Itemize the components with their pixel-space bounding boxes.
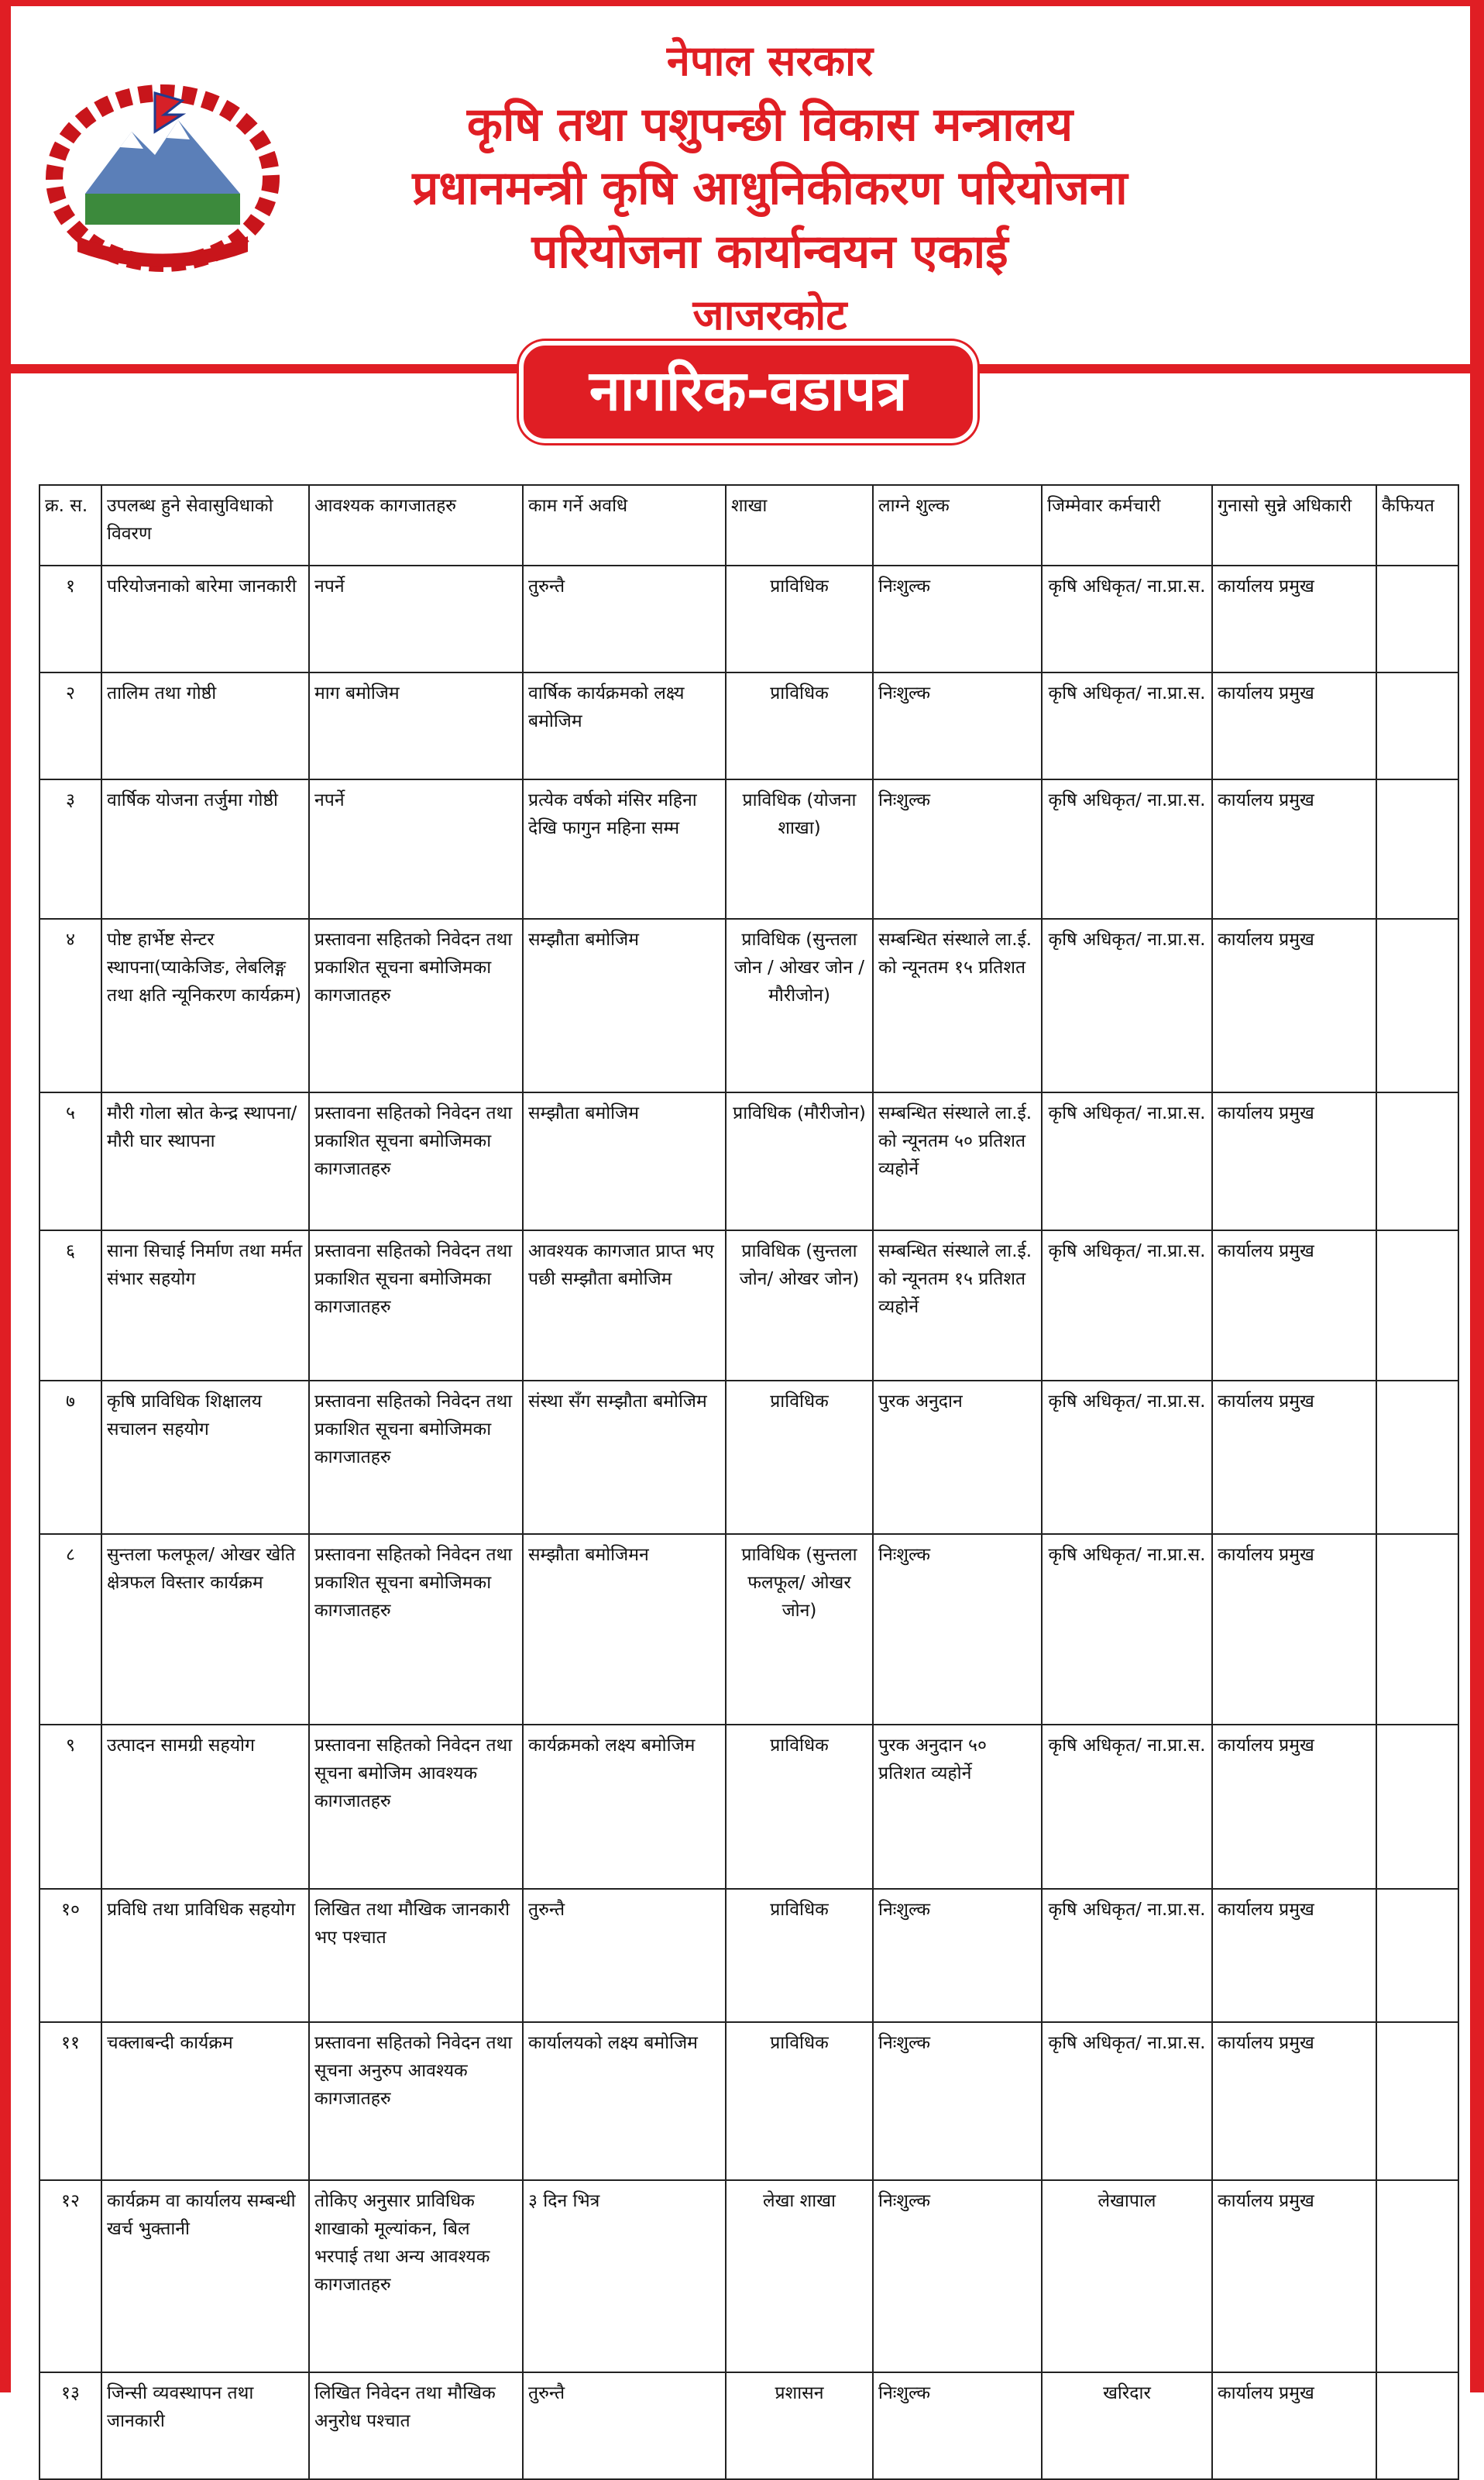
grievance-officer-cell: कार्यालय प्रमुख [1212, 1889, 1376, 2022]
section-cell: प्रशासन [726, 2372, 873, 2479]
grievance-officer-cell: कार्यालय प्रमुख [1212, 1534, 1376, 1725]
fee-cell: निःशुल्क [873, 566, 1042, 672]
header-duration: काम गर्ने अवधि [523, 485, 726, 566]
duration-cell: कार्यक्रमको लक्ष्य बमोजिम [523, 1725, 726, 1889]
table-row [40, 1889, 1458, 2022]
citizen-charter-table-wrapper [39, 484, 1458, 2480]
responsible-staff-cell: कृषि अधिकृत/ ना.प्रा.स. [1042, 1725, 1212, 1889]
section-cell: प्राविधिक (सुन्तला जोन / ओखर जोन / मौरीजोन) [726, 919, 873, 1092]
remarks-cell [1376, 2180, 1458, 2372]
remarks-cell [1376, 1725, 1458, 1889]
documents-cell: प्रस्तावना सहितको निवेदन तथा प्रकाशित सूचना बमोजिमका कागजातहरु [309, 1381, 523, 1534]
table-row [40, 919, 1458, 1092]
section-cell: प्राविधिक [726, 2022, 873, 2180]
citizen-charter-table [39, 484, 1459, 2480]
table-row [40, 2180, 1458, 2372]
remarks-cell [1376, 1230, 1458, 1381]
grievance-officer-cell: कार्यालय प्रमुख [1212, 1381, 1376, 1534]
documents-cell: प्रस्तावना सहितको निवेदन तथा प्रकाशित सूचना बमोजिमका कागजातहरु [309, 1534, 523, 1725]
responsible-staff-cell: कृषि अधिकृत/ ना.प्रा.स. [1042, 779, 1212, 919]
responsible-staff-cell: कृषि अधिकृत/ ना.प्रा.स. [1042, 1230, 1212, 1381]
fee-cell: सम्बन्धित संस्थाले ला.ई. को न्यूनतम ५० प्रतिशत व्यहोर्ने [873, 1092, 1042, 1230]
fee-cell: सम्बन्धित संस्थाले ला.ई. को न्यूनतम १५ प्रतिशत व्यहोर्ने [873, 1230, 1042, 1381]
fee-cell: निःशुल्क [873, 2372, 1042, 2479]
remarks-cell [1376, 2372, 1458, 2479]
serial-cell: १३ [40, 2372, 101, 2479]
duration-cell: सम्झौता बमोजिमन [523, 1534, 726, 1725]
header-service: उपलब्ध हुने सेवासुविधाको विवरण [101, 485, 309, 566]
header [11, 6, 1470, 378]
fee-cell: निःशुल्क [873, 2022, 1042, 2180]
section-cell: प्राविधिक [726, 672, 873, 779]
documents-cell: माग बमोजिम [309, 672, 523, 779]
ministry-name: कृषि तथा पशुपन्छी विकास मन्त्रालय [466, 98, 1073, 152]
table-row [40, 2022, 1458, 2180]
section-cell: प्राविधिक (योजना शाखा) [726, 779, 873, 919]
responsible-staff-cell: कृषि अधिकृत/ ना.प्रा.स. [1042, 566, 1212, 672]
citizen-charter-title: नागरिक-वडापत्र [519, 341, 977, 443]
table-row [40, 672, 1458, 779]
duration-cell: संस्था सँग सम्झौता बमोजिम [523, 1381, 726, 1534]
duration-cell: तुरुन्तै [523, 2372, 726, 2479]
header-responsible-staff: जिम्मेवार कर्मचारी [1042, 485, 1212, 566]
table-row [40, 1230, 1458, 1381]
service-cell: चक्लाबन्दी कार्यक्रम [101, 2022, 309, 2180]
serial-cell: ११ [40, 2022, 101, 2180]
duration-cell: तुरुन्तै [523, 566, 726, 672]
table-row [40, 1534, 1458, 1725]
fee-cell: निःशुल्क [873, 779, 1042, 919]
remarks-cell [1376, 1381, 1458, 1534]
section-cell: लेखा शाखा [726, 2180, 873, 2372]
documents-cell: प्रस्तावना सहितको निवेदन तथा सूचना बमोजिम आवश्यक कागजातहरु [309, 1725, 523, 1889]
header-documents: आवश्यक कागजातहरु [309, 485, 523, 566]
table-row [40, 1092, 1458, 1230]
grievance-officer-cell: कार्यालय प्रमुख [1212, 1092, 1376, 1230]
service-cell: मौरी गोला स्रोत केन्द्र स्थापना/ मौरी घार स्थापना [101, 1092, 309, 1230]
serial-cell: २ [40, 672, 101, 779]
remarks-cell [1376, 919, 1458, 1092]
district-name: जाजरकोट [692, 291, 847, 339]
section-cell: प्राविधिक [726, 1889, 873, 2022]
service-cell: उत्पादन सामग्री सहयोग [101, 1725, 309, 1889]
documents-cell: लिखित तथा मौखिक जानकारी भए पश्चात [309, 1889, 523, 2022]
government-name: नेपाल सरकार [666, 36, 874, 85]
fee-cell: निःशुल्क [873, 2180, 1042, 2372]
service-cell: सुन्तला फलफूल/ ओखर खेति क्षेत्रफल विस्तार कार्यक्रम [101, 1534, 309, 1725]
header-remarks: कैफियत [1376, 485, 1458, 566]
duration-cell: ३ दिन भित्र [523, 2180, 726, 2372]
fee-cell: सम्बन्धित संस्थाले ला.ई. को न्यूनतम १५ प्रतिशत [873, 919, 1042, 1092]
grievance-officer-cell: कार्यालय प्रमुख [1212, 2022, 1376, 2180]
service-cell: कृषि प्राविधिक शिक्षालय सचालन सहयोग [101, 1381, 309, 1534]
remarks-cell [1376, 1092, 1458, 1230]
duration-cell: कार्यालयको लक्ष्य बमोजिम [523, 2022, 726, 2180]
responsible-staff-cell: कृषि अधिकृत/ ना.प्रा.स. [1042, 1092, 1212, 1230]
serial-cell: ३ [40, 779, 101, 919]
table-row [40, 1381, 1458, 1534]
section-cell: प्राविधिक (सुन्तला फलफूल/ ओखर जोन) [726, 1534, 873, 1725]
remarks-cell [1376, 672, 1458, 779]
duration-cell: प्रत्येक वर्षको मंसिर महिना देखि फागुन महिना सम्म [523, 779, 726, 919]
unit-name: परियोजना कार्यान्वयन एकाई [531, 225, 1008, 279]
documents-cell: प्रस्तावना सहितको निवेदन तथा प्रकाशित सूचना बमोजिमका कागजातहरु [309, 1230, 523, 1381]
remarks-cell [1376, 566, 1458, 672]
serial-cell: ६ [40, 1230, 101, 1381]
fee-cell: पुरक अनुदान ५० प्रतिशत व्यहोर्ने [873, 1725, 1042, 1889]
remarks-cell [1376, 779, 1458, 919]
project-name: प्रधानमन्त्री कृषि आधुनिकीकरण परियोजना [412, 161, 1128, 215]
fee-cell: निःशुल्क [873, 1534, 1042, 1725]
serial-cell: ४ [40, 919, 101, 1092]
responsible-staff-cell: कृषि अधिकृत/ ना.प्रा.स. [1042, 1889, 1212, 2022]
documents-cell: नपर्ने [309, 779, 523, 919]
grievance-officer-cell: कार्यालय प्रमुख [1212, 2372, 1376, 2479]
serial-cell: ५ [40, 1092, 101, 1230]
remarks-cell [1376, 1889, 1458, 2022]
duration-cell: सम्झौता बमोजिम [523, 1092, 726, 1230]
header-section: शाखा [726, 485, 873, 566]
documents-cell: नपर्ने [309, 566, 523, 672]
serial-cell: १ [40, 566, 101, 672]
section-cell: प्राविधिक [726, 1725, 873, 1889]
responsible-staff-cell: कृषि अधिकृत/ ना.प्रा.स. [1042, 672, 1212, 779]
documents-cell: प्रस्तावना सहितको निवेदन तथा प्रकाशित सूचना बमोजिमका कागजातहरु [309, 919, 523, 1092]
service-cell: कार्यक्रम वा कार्यालय सम्बन्धी खर्च भुक्तानी [101, 2180, 309, 2372]
header-grievance-officer: गुनासो सुन्ने अधिकारी [1212, 485, 1376, 566]
fee-cell: निःशुल्क [873, 1889, 1042, 2022]
responsible-staff-cell: कृषि अधिकृत/ ना.प्रा.स. [1042, 1381, 1212, 1534]
serial-cell: ७ [40, 1381, 101, 1534]
grievance-officer-cell: कार्यालय प्रमुख [1212, 2180, 1376, 2372]
responsible-staff-cell: खरिदार [1042, 2372, 1212, 2479]
service-cell: तालिम तथा गोष्ठी [101, 672, 309, 779]
header-fee: लाग्ने शुल्क [873, 485, 1042, 566]
grievance-officer-cell: कार्यालय प्रमुख [1212, 1230, 1376, 1381]
serial-cell: १० [40, 1889, 101, 2022]
remarks-cell [1376, 2022, 1458, 2180]
table-row [40, 2372, 1458, 2479]
fee-cell: निःशुल्क [873, 672, 1042, 779]
table-row [40, 1725, 1458, 1889]
fee-cell: पुरक अनुदान [873, 1381, 1042, 1534]
responsible-staff-cell: कृषि अधिकृत/ ना.प्रा.स. [1042, 919, 1212, 1092]
documents-cell: तोकिए अनुसार प्राविधिक शाखाको मूल्यांकन, बिल भरपाई तथा अन्य आवश्यक कागजातहरु [309, 2180, 523, 2372]
serial-cell: ९ [40, 1725, 101, 1889]
service-cell: वार्षिक योजना तर्जुमा गोष्ठी [101, 779, 309, 919]
grievance-officer-cell: कार्यालय प्रमुख [1212, 672, 1376, 779]
grievance-officer-cell: कार्यालय प्रमुख [1212, 1725, 1376, 1889]
duration-cell: तुरुन्तै [523, 1889, 726, 2022]
service-cell: प्रविधि तथा प्राविधिक सहयोग [101, 1889, 309, 2022]
duration-cell: वार्षिक कार्यक्रमको लक्ष्य बमोजिम [523, 672, 726, 779]
section-cell: प्राविधिक [726, 566, 873, 672]
responsible-staff-cell: लेखापाल [1042, 2180, 1212, 2372]
service-cell: जिन्सी व्यवस्थापन तथा जानकारी [101, 2372, 309, 2479]
duration-cell: सम्झौता बमोजिम [523, 919, 726, 1092]
documents-cell: प्रस्तावना सहितको निवेदन तथा सूचना अनुरुप आवश्यक कागजातहरु [309, 2022, 523, 2180]
service-cell: परियोजनाको बारेमा जानकारी [101, 566, 309, 672]
section-cell: प्राविधिक [726, 1381, 873, 1534]
documents-cell: लिखित निवेदन तथा मौखिक अनुरोध पश्चात [309, 2372, 523, 2479]
section-cell: प्राविधिक (सुन्तला जोन/ ओखर जोन) [726, 1230, 873, 1381]
table-header-row [40, 485, 1458, 566]
serial-cell: १२ [40, 2180, 101, 2372]
table-row [40, 566, 1458, 672]
table-row [40, 779, 1458, 919]
responsible-staff-cell: कृषि अधिकृत/ ना.प्रा.स. [1042, 1534, 1212, 1725]
remarks-cell [1376, 1534, 1458, 1725]
nepal-government-emblem-icon [39, 77, 287, 279]
grievance-officer-cell: कार्यालय प्रमुख [1212, 566, 1376, 672]
office-title-block [290, 29, 1250, 347]
serial-cell: ८ [40, 1534, 101, 1725]
service-cell: साना सिचाई निर्माण तथा मर्मत संभार सहयोग [101, 1230, 309, 1381]
section-cell: प्राविधिक (मौरीजोन) [726, 1092, 873, 1230]
duration-cell: आवश्यक कागजात प्राप्त भए पछी सम्झौता बमोजिम [523, 1230, 726, 1381]
grievance-officer-cell: कार्यालय प्रमुख [1212, 919, 1376, 1092]
documents-cell: प्रस्तावना सहितको निवेदन तथा प्रकाशित सूचना बमोजिमका कागजातहरु [309, 1092, 523, 1230]
grievance-officer-cell: कार्यालय प्रमुख [1212, 779, 1376, 919]
header-serial: क्र. स. [40, 485, 101, 566]
service-cell: पोष्ट हार्भेष्ट सेन्टर स्थापना(प्याकेजिङ, लेबलिङ्ग तथा क्षति न्यूनिकरण कार्यक्रम) [101, 919, 309, 1092]
responsible-staff-cell: कृषि अधिकृत/ ना.प्रा.स. [1042, 2022, 1212, 2180]
